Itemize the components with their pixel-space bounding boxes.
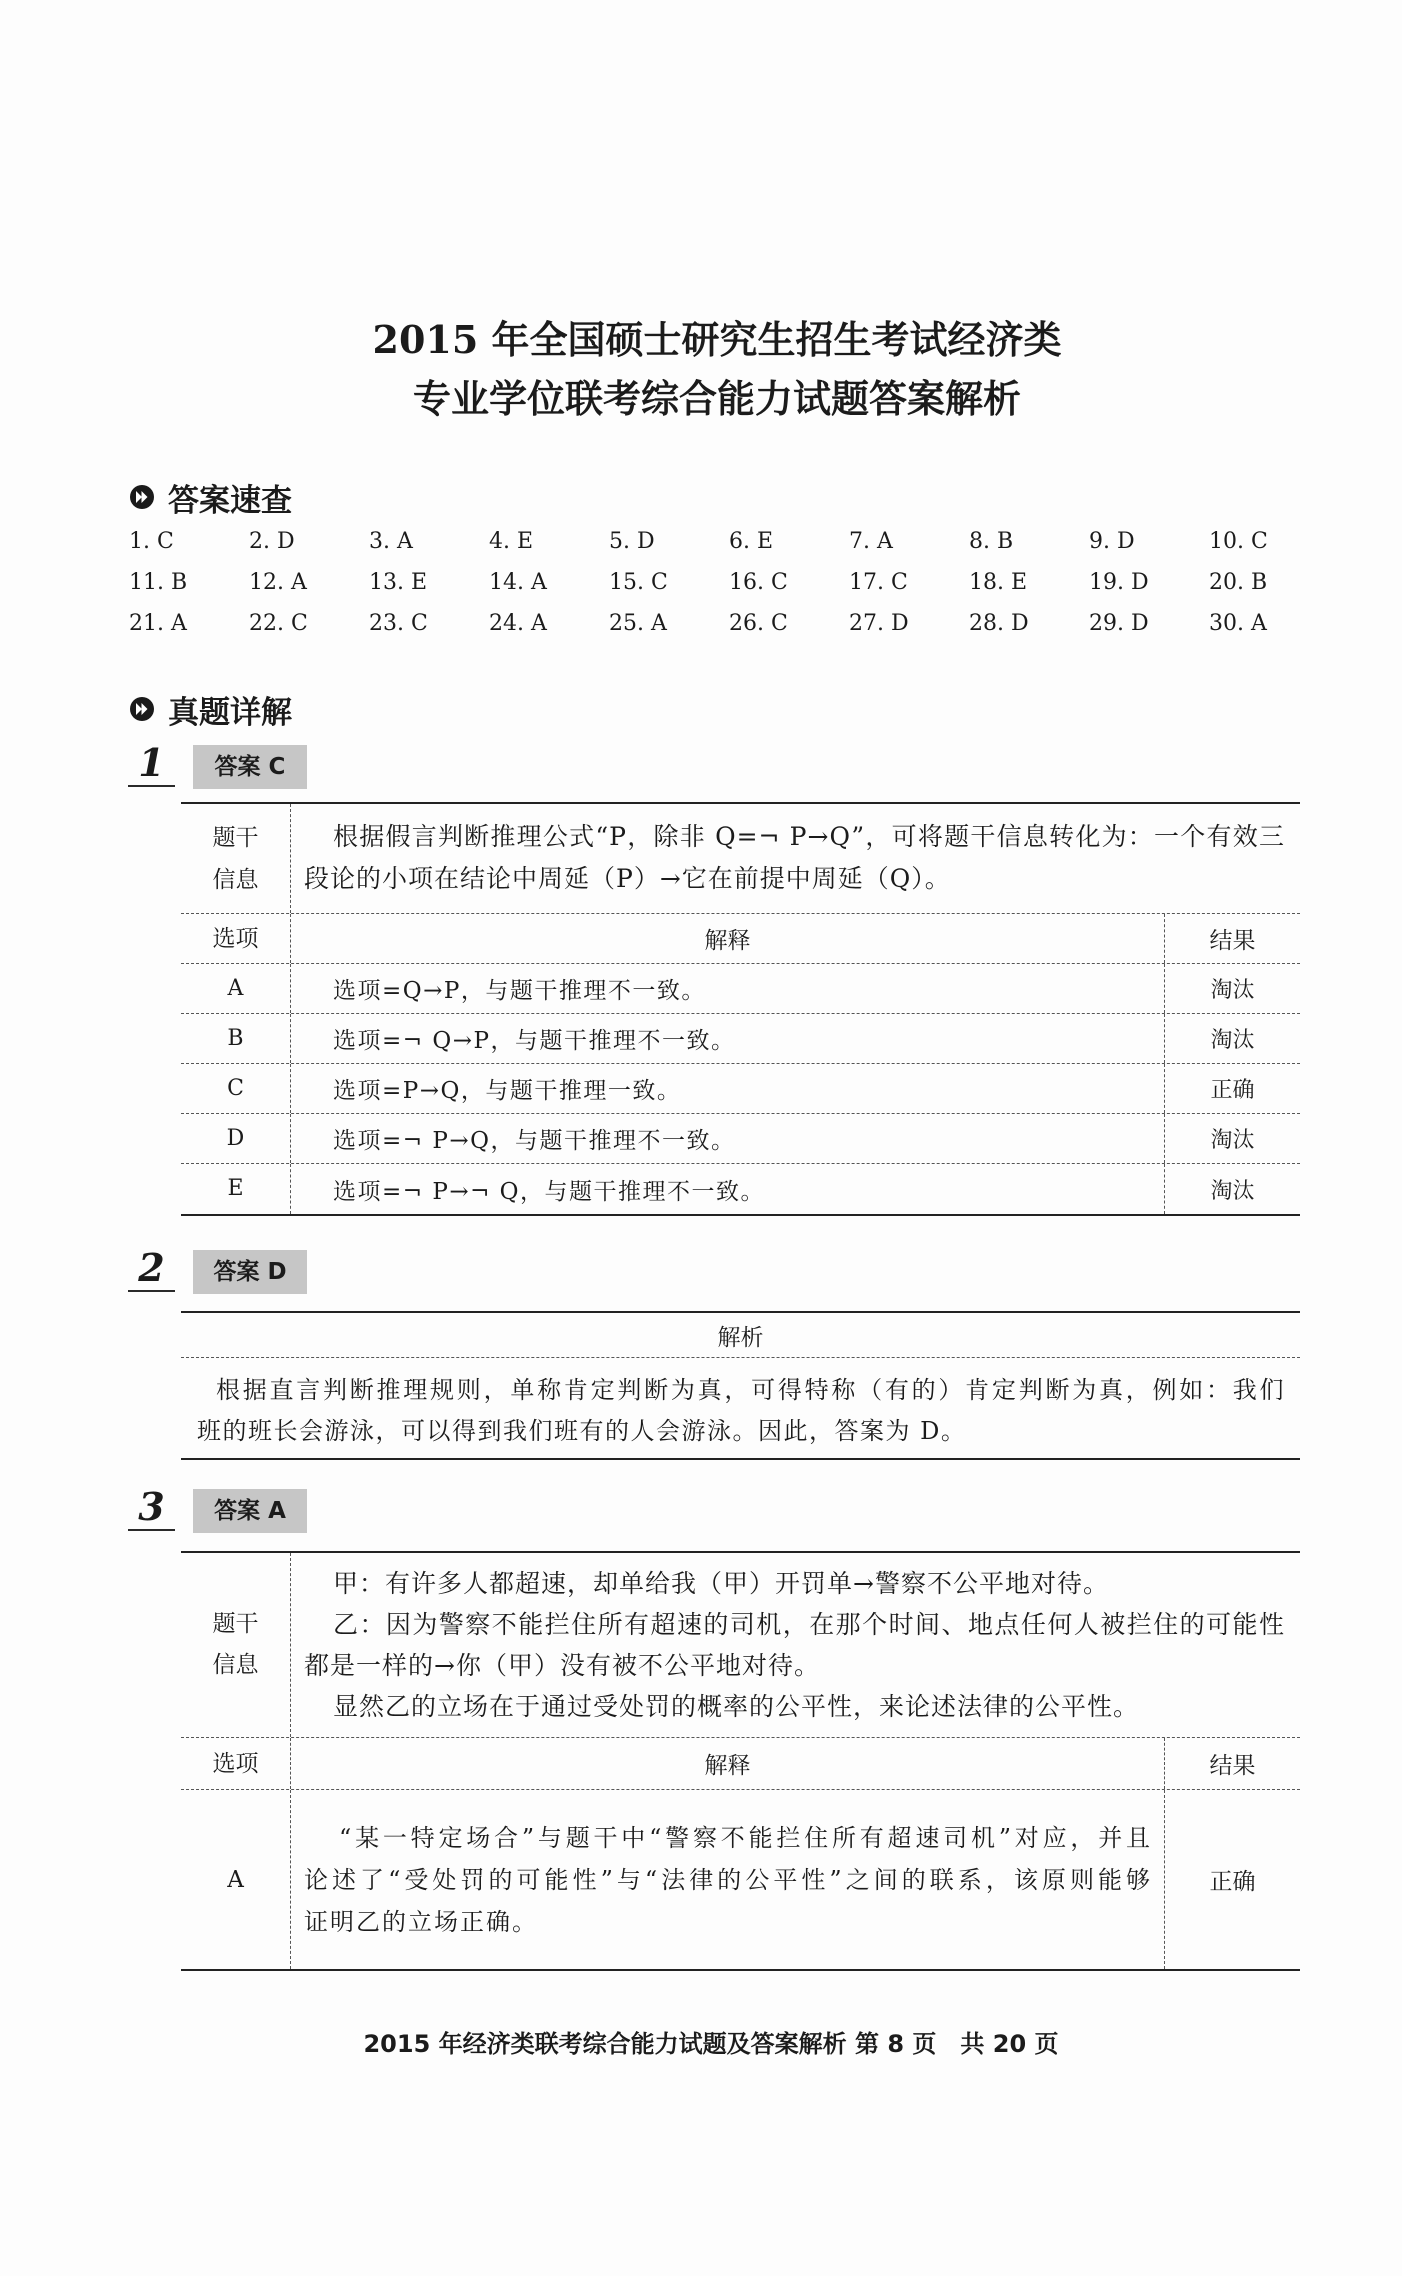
- answer-item-15: 15. C: [609, 570, 668, 595]
- answer-item-12: 12. A: [249, 570, 307, 595]
- stem-label-line: 题干: [212, 824, 259, 851]
- option-letter: C: [181, 1064, 291, 1113]
- answer-item-18: 18. E: [969, 570, 1028, 595]
- analysis-line: 根据直言判断推理规则，单称肯定判断为真，可得特称（有的）肯定判断为真，例如：我们: [216, 1376, 1285, 1404]
- stem-label-line: 信息: [212, 1652, 259, 1678]
- table-header-row: [181, 1738, 1300, 1790]
- answer-item-7: 7. A: [849, 529, 893, 554]
- header-result: 结果: [1209, 1753, 1256, 1779]
- option-result: 淘汰: [1210, 978, 1255, 1003]
- option-letter: E: [181, 1164, 291, 1214]
- option-result: 淘汰: [1210, 1178, 1255, 1204]
- stem-text: [291, 804, 1300, 913]
- stem-line: 显然乙的立场在于通过受处罚的概率的公平性，来论述法律的公平性。: [333, 1692, 1140, 1721]
- option-explanation: 选项=¬ P→Q，与题干推理不一致。: [291, 1114, 1165, 1163]
- answer-item-22: 22. C: [249, 611, 308, 636]
- question-number: 1: [128, 741, 175, 787]
- analysis-header-text: 解析: [717, 1324, 764, 1351]
- header-explanation: 解释: [291, 914, 1165, 963]
- question-1-table: [181, 802, 1300, 1216]
- detailed-heading-text: 真题详解: [168, 694, 292, 731]
- option-letter: A: [181, 1790, 291, 1969]
- answer-item-3: 3. A: [369, 529, 413, 554]
- answer-item-11: 11. B: [129, 570, 188, 595]
- header-option: 选项: [181, 1738, 291, 1789]
- detailed-heading: [129, 689, 292, 729]
- stem-line: 段论的小项在结论中周延（P）→它在前提中周延（Q）。: [304, 864, 951, 893]
- quick-answers-heading-text: 答案速查: [168, 482, 292, 519]
- option-row-e: [181, 1164, 1300, 1214]
- option-explanation: 选项=¬ Q→P，与题干推理不一致。: [291, 1014, 1165, 1063]
- stem-text: [291, 1553, 1300, 1737]
- answer-badge: 答案 A: [193, 1489, 307, 1533]
- answer-item-2: 2. D: [249, 529, 295, 554]
- option-row-a: [181, 1790, 1300, 1969]
- answer-item-19: 19. D: [1089, 570, 1149, 595]
- stem-line: 都是一样的→你（甲）没有被不公平地对待。: [304, 1651, 820, 1680]
- answer-item-26: 26. C: [729, 611, 788, 636]
- stem-label: [181, 1553, 291, 1737]
- analysis-header: [181, 1313, 1300, 1358]
- header-result: 结果: [1209, 928, 1256, 954]
- analysis-body: [181, 1358, 1300, 1458]
- header-option: 选项: [181, 914, 291, 963]
- page-title: [32, 310, 1402, 428]
- stem-row: [181, 804, 1300, 914]
- stem-line: 根据假言判断推理公式“P，除非 Q=¬ P→Q”，可将题干信息转化为：一个有效三: [333, 822, 1285, 851]
- option-explanation: [291, 1790, 1165, 1969]
- answer-badge: 答案 C: [193, 745, 307, 789]
- option-explanation: 选项=P→Q，与题干推理一致。: [291, 1064, 1165, 1113]
- stem-label: [181, 804, 291, 913]
- answer-item-16: 16. C: [729, 570, 788, 595]
- option-result: 淘汰: [1210, 1028, 1255, 1053]
- stem-row: [181, 1553, 1300, 1738]
- answer-item-4: 4. E: [489, 529, 534, 554]
- question-number: 3: [128, 1485, 175, 1531]
- stem-line: 乙：因为警察不能拦住所有超速的司机，在那个时间、地点任何人被拦住的可能性: [333, 1610, 1285, 1639]
- answer-item-6: 6. E: [729, 529, 774, 554]
- answer-item-27: 27. D: [849, 611, 909, 636]
- question-2-table: [181, 1311, 1300, 1460]
- option-row-a: [181, 964, 1300, 1014]
- explanation-line: 证明乙的立场正确。: [304, 1907, 538, 1936]
- explanation-line: “某一特定场合”与题干中“警察不能拦住所有超速司机”对应，并且: [339, 1823, 1152, 1852]
- option-row-d: [181, 1114, 1300, 1164]
- option-result: 正确: [1210, 1078, 1255, 1103]
- explanation-line: 论述了“受处罚的可能性”与“法律的公平性”之间的联系，该原则能够: [304, 1865, 1152, 1894]
- question-3-table: [181, 1551, 1300, 1971]
- answer-item-9: 9. D: [1089, 529, 1135, 554]
- option-letter: D: [181, 1114, 291, 1163]
- option-letter: A: [181, 964, 291, 1013]
- answer-item-17: 17. C: [849, 570, 908, 595]
- answer-item-30: 30. A: [1209, 611, 1267, 636]
- answer-item-29: 29. D: [1089, 611, 1149, 636]
- option-explanation: 选项=Q→P，与题干推理不一致。: [291, 964, 1165, 1013]
- answer-grid: [129, 521, 1329, 644]
- question-label: [128, 740, 308, 789]
- circled-double-chevron-icon: [129, 484, 155, 510]
- answer-item-20: 20. B: [1209, 570, 1268, 595]
- circled-double-chevron-icon: [129, 696, 155, 722]
- option-result: 淘汰: [1210, 1128, 1255, 1153]
- option-letter: B: [181, 1014, 291, 1063]
- stem-label-line: 信息: [212, 866, 259, 893]
- option-row-c: [181, 1064, 1300, 1114]
- answer-item-14: 14. A: [489, 570, 547, 595]
- answer-item-21: 21. A: [129, 611, 187, 636]
- option-result: 正确: [1209, 1869, 1256, 1895]
- answer-item-10: 10. C: [1209, 529, 1268, 554]
- answer-badge: 答案 D: [193, 1250, 307, 1294]
- page-footer: 2015 年经济类联考综合能力试题及答案解析 第 8 页 共 20 页: [363, 2030, 1059, 2058]
- answer-item-13: 13. E: [369, 570, 428, 595]
- question-label: [128, 1245, 308, 1294]
- page-title-line-2: 专业学位联考综合能力试题答案解析: [412, 376, 1021, 421]
- quick-answers-heading: [129, 477, 292, 517]
- answer-item-1: 1. C: [129, 529, 174, 554]
- stem-line: 甲：有许多人都超速，却单给我（甲）开罚单→警察不公平地对待。: [333, 1569, 1109, 1598]
- answer-item-24: 24. A: [489, 611, 547, 636]
- page-title-line-1: 2015 年全国硕士研究生招生考试经济类: [372, 317, 1062, 362]
- header-explanation: 解释: [291, 1738, 1165, 1789]
- answer-item-25: 25. A: [609, 611, 667, 636]
- option-row-b: [181, 1014, 1300, 1064]
- answer-item-8: 8. B: [969, 529, 1014, 554]
- answer-item-5: 5. D: [609, 529, 655, 554]
- option-explanation: 选项=¬ P→¬ Q，与题干推理不一致。: [291, 1164, 1165, 1214]
- stem-label-line: 题干: [212, 1611, 259, 1637]
- table-header-row: [181, 914, 1300, 964]
- question-label: [128, 1484, 308, 1533]
- question-number: 2: [128, 1246, 175, 1292]
- analysis-line: 班的班长会游泳，可以得到我们班有的人会游泳。因此，答案为 D。: [197, 1417, 967, 1445]
- answer-item-28: 28. D: [969, 611, 1029, 636]
- answer-item-23: 23. C: [369, 611, 428, 636]
